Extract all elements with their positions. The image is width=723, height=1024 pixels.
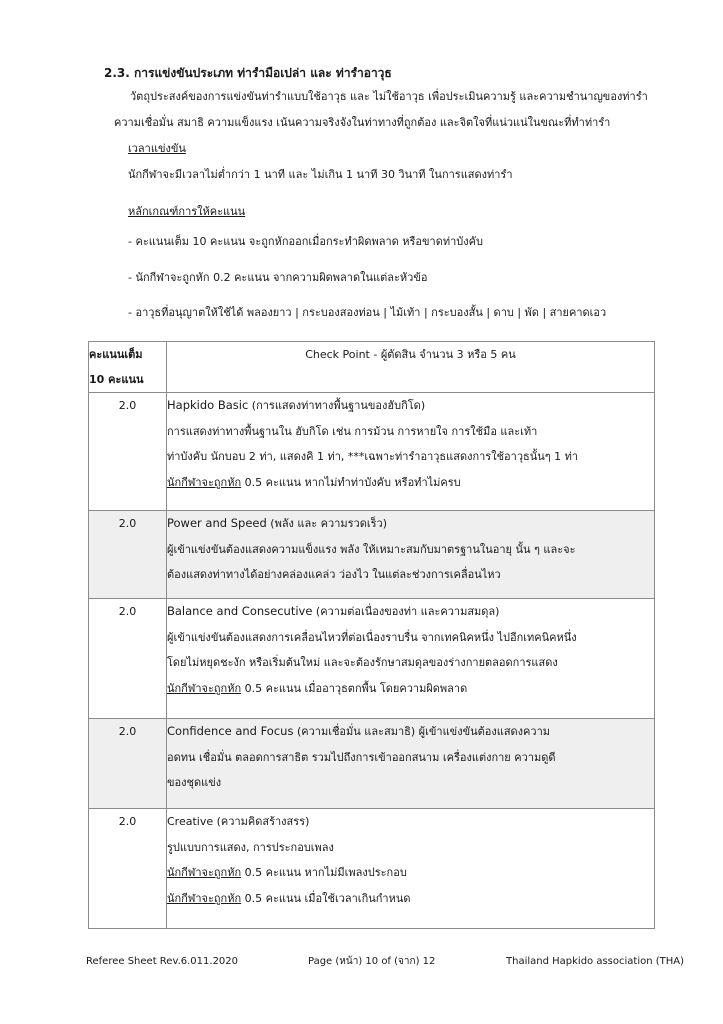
criterion-title-th: (การแสดงท่าทางพื้นฐานของฮับกิโด) (248, 399, 426, 412)
table-header-row (89, 342, 655, 393)
criterion-line: อดทน เชื่อมั่น ตลอดการสาธิต รวมไปถึงการเข้าออกสนาม เครื่องแต่งกาย ความดูดี (167, 750, 556, 764)
row-content (167, 809, 655, 929)
criterion-title-th: (ความคิดสร้างสรร) (213, 815, 310, 828)
criterion-title (167, 599, 654, 625)
criterion-title (167, 719, 654, 745)
criterion-line: การแสดงท่าทางพื้นฐานใน ฮับกิโด เช่น การม้วน การหายใจ การใช้มือ และเท้า (167, 424, 538, 438)
penalty-text: 0.5 คะแนน เมื่ออาวุธตกพื้น โดยความผิดพลาด (241, 681, 468, 695)
time-heading: เวลาแข่งขัน (128, 142, 186, 155)
row-content (167, 719, 655, 809)
footer-left: Referee Sheet Rev.6.011.2020 (86, 956, 239, 967)
criterion-line: ท่าบังคับ นักบอบ 2 ท่า, แสดงคิ 1 ท่า, ***เฉพาะท่ารำอาวุธแสดงการใช้อาวุธนั้นๆ 1 ท่า (167, 450, 579, 463)
row-score: 2.0 (89, 719, 167, 809)
section-number: 2.3. (104, 66, 130, 80)
penalty-line (167, 676, 654, 702)
criterion-title (167, 393, 654, 419)
criterion-title-en: Power and Speed (167, 516, 267, 530)
row-content (167, 511, 655, 599)
header-check-point: Check Point - ผู้ตัดสิน จำนวน 3 หรือ 5 คน (167, 342, 655, 393)
section-title-text: การแข่งขันประเภท ท่ารำมือเปล่า และ ท่ารำอาวุธ (134, 66, 392, 80)
row-score: 2.0 (89, 599, 167, 719)
penalty-label: นักกีฬาจะถูกหัก (167, 891, 242, 905)
header-score-line: 10 คะแนน (89, 373, 144, 386)
row-score: 2.0 (89, 511, 167, 599)
table-row (89, 511, 655, 599)
row-content (167, 599, 655, 719)
penalty-line (167, 470, 654, 496)
row-score: 2.0 (89, 393, 167, 511)
criterion-line: ผู้เข้าแข่งขันต้องแสดงการเคลื่อนไหวที่ต่อเนื่องราบรื่น จากเทคนิคหนึ่ง ไปอีกเทคนิคหนึ่ง (167, 630, 577, 644)
criterion-title (167, 511, 654, 537)
criterion-line: ผู้เข้าแข่งขันต้องแสดงความแข็งแรง พลัง ให้เหมาะสมกับมาตรฐานในอายุ นั้น ๆ และจะ (167, 542, 576, 556)
criterion-line: ต้องแสดงท่าทางได้อย่างคล่องแคล่ว ว่องไว ในแต่ละช่วงการเคลื่อนไหว (167, 568, 501, 581)
objective-line: วัตถุประสงค์ของการแข่งขันท่ารำแบบใช้อาวุธ และ ไม่ใช้อาวุธ เพื่อประเมินความรู้ และความชำนาญของท่ารำ (130, 90, 648, 103)
table-row (89, 719, 655, 809)
footer-page-number: Page (หน้า) 10 of (จาก) 12 (308, 956, 436, 967)
criterion-line: โดยไม่หยุดชะงัก หรือเริ่มต้นใหม่ และจะต้องรักษาสมดุลของร่างกายตลอดการแสดง (167, 656, 558, 669)
penalty-label: นักกีฬาจะถูกหัก (167, 866, 242, 879)
penalty-line (167, 860, 654, 886)
penalty-text: 0.5 คะแนน หากไม่มีเพลงประกอบ (241, 866, 407, 879)
criterion-title-th: (ความต่อเนื่องของท่า และความสมดุล) (312, 605, 500, 618)
penalty-text: 0.5 คะแนน เมื่อใช้เวลาเกินกำหนด (241, 891, 411, 905)
criterion-line: ของชุดแข่ง (167, 776, 222, 789)
criterion-title (167, 809, 654, 835)
penalty-label: นักกีฬาจะถูกหัก (167, 681, 242, 695)
table-row (89, 809, 655, 929)
section-title (104, 64, 392, 82)
objective-line: ความเชื่อมั่น สมาธิ ความแข็งแรง เน้นความจริงจังในท่าทางที่ถูกต้อง และจิตใจที่แน่วแน่ในขณะที่ทำท่ารำ (114, 116, 611, 129)
criterion-title-th: (พลัง และ ความรวดเร็ว) (266, 517, 387, 530)
header-score-line: คะแนนเต็ม (89, 348, 143, 361)
row-content (167, 393, 655, 511)
criterion-title-th: (ความเชื่อมั่น และสมาธิ) ผู้เข้าแข่งขันต้องแสดงความ (293, 725, 551, 738)
criterion-title-en: Balance and Consecutive (167, 604, 313, 618)
criterion-title-en: Confidence and Focus (167, 724, 294, 738)
table-row (89, 599, 655, 719)
criterion-title-en: Creative (167, 815, 214, 828)
objective-paragraph (114, 84, 699, 136)
penalty-line (167, 886, 654, 912)
criteria-line: - นักกีฬาจะถูกหัก 0.2 คะแนน จากความผิดพลาดในแต่ละหัวข้อ (128, 271, 428, 284)
criteria-line: - คะแนนเต็ม 10 คะแนน จะถูกหักออกเมื่อกระทำผิดพลาด หรือขาดท่าบังคับ (128, 235, 484, 248)
criteria-line: - อาวุธที่อนุญาตให้ใช้ได้ พลองยาว | กระบองสองท่อน | ไม้เท้า | กระบองสั้น | ดาบ | พัด | สายคาดเอว (128, 306, 607, 319)
penalty-text: 0.5 คะแนน หากไม่ทำท่าบังคับ หรือทำไม่ครบ (241, 475, 461, 489)
criterion-title-en: Hapkido Basic (167, 398, 249, 412)
criterion-line: รูปแบบการแสดง, การประกอบเพลง (167, 840, 334, 854)
header-score (89, 342, 167, 393)
time-text: นักกีฬาจะมีเวลาไม่ต่ำกว่า 1 นาที และ ไม่เกิน 1 นาที 30 วินาที ในการแสดงท่ารำ (128, 168, 513, 181)
penalty-label: นักกีฬาจะถูกหัก (167, 475, 242, 489)
table-row (89, 393, 655, 511)
scoring-table (88, 341, 655, 929)
criteria-heading: หลักเกณฑ์การให้คะแนน (128, 205, 246, 218)
footer-right: Thailand Hapkido association (THA) (506, 956, 685, 967)
row-score: 2.0 (89, 809, 167, 929)
